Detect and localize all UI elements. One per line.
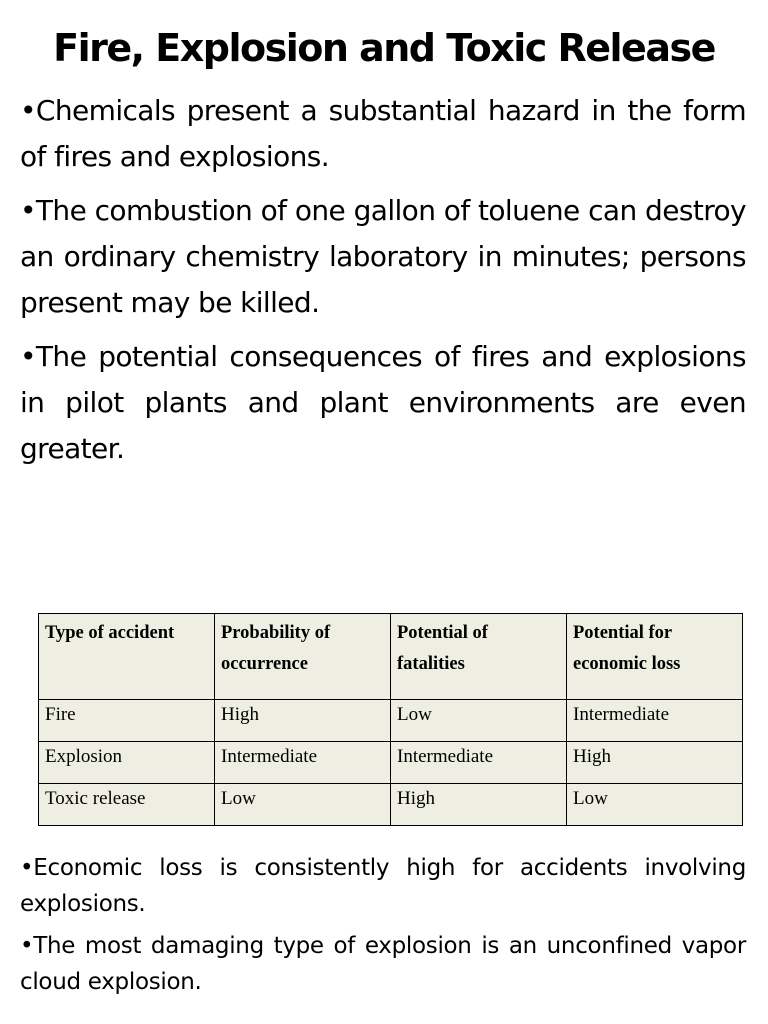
header-economic-loss: Potential for economic loss <box>567 614 743 700</box>
accident-table <box>38 613 743 826</box>
table-row <box>39 700 743 742</box>
bullet-item: •The combustion of one gallon of toluene can destroy an ordinary chemistry laboratory in minutes; persons present may be killed. <box>20 194 746 319</box>
table-cell: High <box>567 742 743 784</box>
header-fatalities: Potential of fatalities <box>391 614 567 700</box>
table-cell: Explosion <box>39 742 215 784</box>
table-header-row <box>39 614 743 700</box>
table-cell: Intermediate <box>215 742 391 784</box>
table-cell: Intermediate <box>567 700 743 742</box>
bullet-item: •The potential consequences of fires and explosions in pilot plants and plant environments are even greater. <box>20 340 746 465</box>
table-row <box>39 784 743 826</box>
table-cell: Low <box>567 784 743 826</box>
table-cell: Low <box>391 700 567 742</box>
bullet-item: •Chemicals present a substantial hazard in the form of fires and explosions. <box>20 94 746 173</box>
bullet-item: •The most damaging type of explosion is an unconfined vapor cloud explosion. <box>20 933 746 995</box>
table-cell: Fire <box>39 700 215 742</box>
table-row <box>39 742 743 784</box>
bullet-item: •Economic loss is consistently high for accidents involving explosions. <box>20 855 746 917</box>
table-cell: Toxic release <box>39 784 215 826</box>
table-cell: Low <box>215 784 391 826</box>
bottom-bullet-list <box>20 850 746 1006</box>
table-cell: High <box>215 700 391 742</box>
page-title: Fire, Explosion and Toxic Release <box>53 26 715 70</box>
header-type-of-accident: Type of accident <box>39 614 215 700</box>
top-bullet-list <box>20 88 746 480</box>
table-cell: Intermediate <box>391 742 567 784</box>
table-cell: High <box>391 784 567 826</box>
header-probability: Probability of occurrence <box>215 614 391 700</box>
